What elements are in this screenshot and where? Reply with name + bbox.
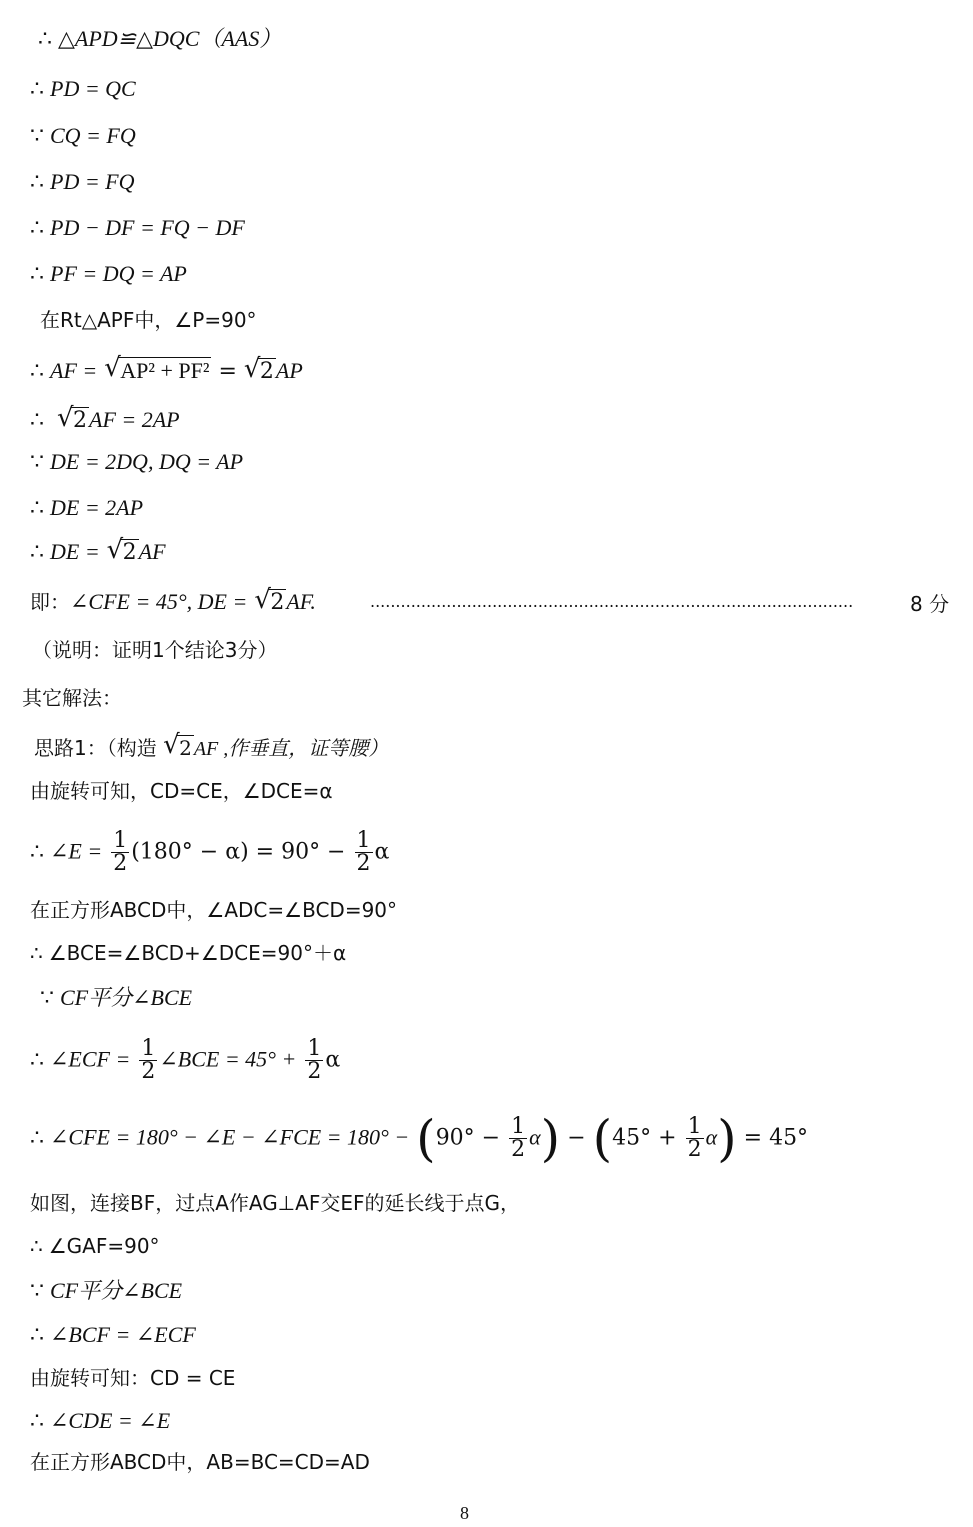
- grading-note: （说明：证明1个结论3分）: [32, 638, 278, 662]
- square-equal-sides: 在正方形ABCD中，AB=BC=CD=AD: [30, 1450, 370, 1474]
- method-1-heading: 思路1：（构造 √ 2 AF ,作垂直，证等腰）: [34, 734, 388, 763]
- proof-line-pd-fq: ∴ PD = FQ: [30, 169, 135, 195]
- rotation-fact: 由旋转可知，CD=CE，∠DCE=α: [30, 779, 333, 803]
- score-leader-dots: ...............................................................................................: [370, 592, 854, 611]
- proof-line-right-triangle: 在Rt△APF中，∠P=90°: [40, 308, 257, 332]
- angle-ecf-formula: ∴ ∠ECF = $\frac{1}{2}$ ∠BCE = 45° + $\frac{1}{2}$ α: [30, 1036, 341, 1084]
- sqrt-two: √ 2: [57, 407, 89, 435]
- proof-line-cq-fq: ∵ CQ = FQ: [30, 123, 136, 149]
- fraction-half: $\frac{1}{2}$: [141, 1036, 156, 1084]
- other-methods-heading: 其它解法：: [22, 686, 122, 710]
- angle-gaf: ∴ ∠GAF=90°: [30, 1234, 160, 1258]
- sqrt-two: √ 2: [244, 358, 276, 386]
- proof-line-pf-dq-ap: ∴ PF = DQ = AP: [30, 261, 187, 287]
- angle-e-formula: ∴ ∠E = $\frac{1}{2}$ (180° − α) = 90° − $\frac{1}{2}$ α: [30, 828, 390, 876]
- proof-line-subtract-df: ∴ PD − DF = FQ − DF: [30, 215, 245, 241]
- fraction-half: $\frac{1}{2}$: [511, 1114, 526, 1162]
- angle-cfe-formula: ∴ ∠CFE = 180° − ∠E − ∠FCE = 180° − (90° − $\frac{1}{2}$ α) − (45° + $\frac{1}{2}$ α) = 45°: [30, 1109, 809, 1168]
- cf-bisects-bce-2: ∵ CF平分∠BCE: [30, 1278, 183, 1304]
- construction-note: 如图，连接BF，过点A作AG⊥AF交EF的延长线于点G，: [30, 1191, 520, 1215]
- sqrt-two: √ 2: [163, 734, 194, 762]
- proof-line-de-2dq: ∵ DE = 2DQ, DQ = AP: [30, 449, 244, 475]
- cf-bisects-bce: ∵ CF平分∠BCE: [40, 985, 193, 1011]
- proof-line-de-root2af: ∴ DE = √ 2AF: [30, 538, 166, 567]
- sqrt-two: √ 2: [254, 589, 286, 617]
- proof-line-af-pythagoras: ∴ AF = √ AP² + PF² = √ 2AP: [30, 357, 303, 386]
- angle-cde-e: ∴ ∠CDE = ∠E: [30, 1408, 171, 1434]
- square-right-angles: 在正方形ABCD中，∠ADC=∠BCD=90°: [30, 898, 398, 922]
- angle-bce-sum: ∴ ∠BCE=∠BCD+∠DCE=90°＋α: [30, 941, 347, 965]
- fraction-half: $\frac{1}{2}$: [307, 1036, 322, 1084]
- fraction-half: $\frac{1}{2}$: [687, 1114, 702, 1162]
- sqrt-expression: √ AP² + PF²: [104, 357, 211, 386]
- proof-line-pd-qc: ∴ PD = QC: [30, 76, 136, 102]
- fraction-half: $\frac{1}{2}$: [113, 828, 128, 876]
- page-number: 8: [460, 1503, 469, 1523]
- angle-bcf-ecf: ∴ ∠BCF = ∠ECF: [30, 1322, 196, 1348]
- proof-line-de-2ap: ∴ DE = 2AP: [30, 495, 144, 521]
- proof-line-root2-af: ∴ √ 2AF = 2AP: [30, 406, 180, 435]
- proof-line-conclusion: 即：∠CFE = 45°, DE = √ 2AF.: [30, 588, 316, 617]
- fraction-half: $\frac{1}{2}$: [356, 828, 371, 876]
- rotation-cd-ce: 由旋转可知：CD = CE: [30, 1366, 236, 1390]
- score-label: 8 分: [910, 592, 950, 616]
- proof-line-congruence: ∴ △APD≌△DQC（AAS）: [38, 26, 282, 52]
- sqrt-two: √ 2: [107, 539, 139, 567]
